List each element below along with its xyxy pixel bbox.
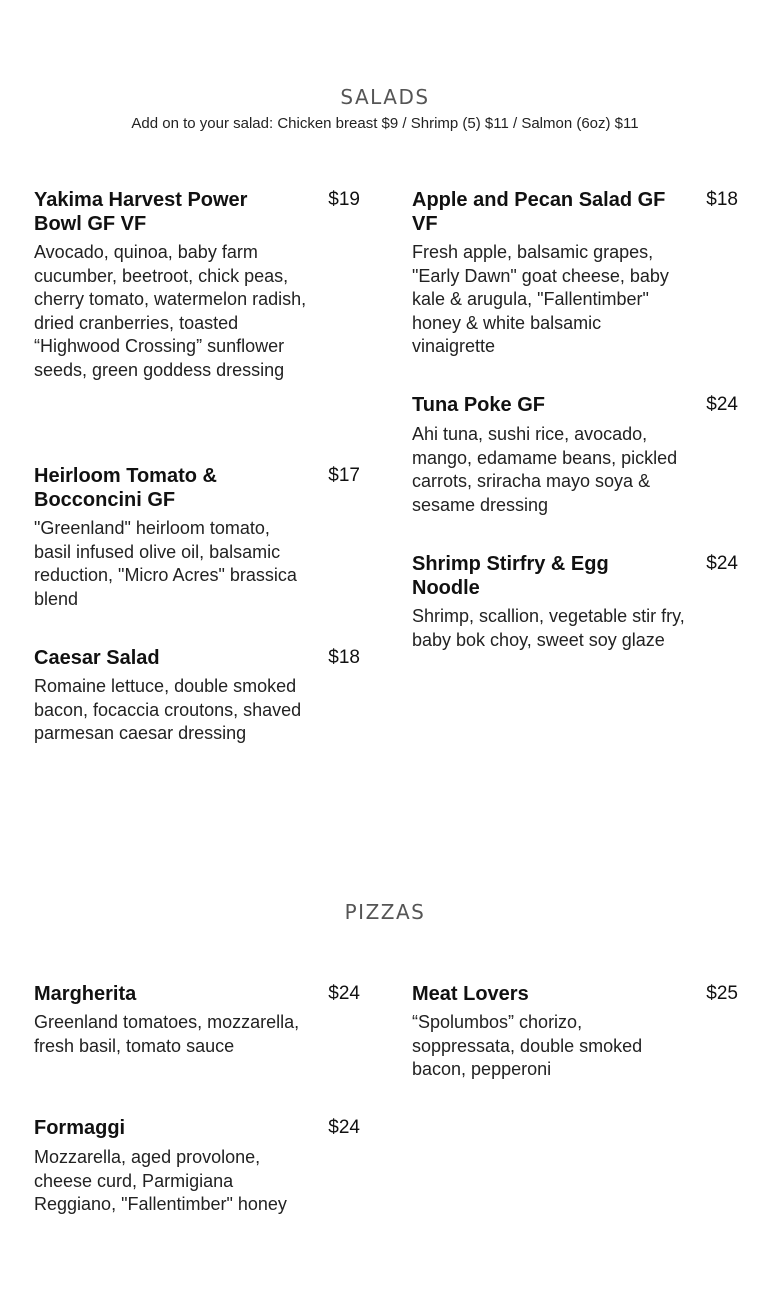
item-description: "Greenland" heirloom tomato, basil infused olive oil, balsamic reduction, "Micro Acres" brassica blend	[34, 518, 297, 609]
salads-heading: SALADS	[340, 85, 430, 109]
item-price: $17	[328, 465, 360, 486]
item-price: $19	[328, 189, 360, 210]
salads-add-on-note: Add on to your salad: Chicken breast $9 / Shrimp (5) $11 / Salmon (6oz) $11	[131, 115, 639, 132]
item-description: Fresh apple, balsamic grapes, "Early Dawn" goat cheese, baby kale & arugula, "Fallentimber" honey & white balsamic vinaigrette	[412, 242, 669, 356]
item-name: Tuna Poke GF	[412, 394, 545, 416]
item-name: Apple and Pecan Salad GF VF	[412, 189, 666, 235]
item-name: Caesar Salad	[34, 647, 160, 669]
item-name: Yakima Harvest Power Bowl GF VF	[34, 189, 248, 235]
item-name: Formaggi	[34, 1117, 126, 1139]
item-description: Mozzarella, aged provolone, cheese curd, Parmigiana Reggiano, "Fallentimber" honey	[34, 1147, 287, 1214]
item-price: $18	[706, 189, 738, 210]
item-name: Meat Lovers	[412, 983, 529, 1005]
item-name: Margherita	[34, 983, 137, 1005]
item-description: Romaine lettuce, double smoked bacon, focaccia croutons, shaved parmesan caesar dressing	[34, 676, 302, 743]
item-description: Shrimp, scallion, vegetable stir fry, baby bok choy, sweet soy glaze	[412, 606, 685, 650]
item-price: $24	[328, 983, 360, 1004]
item-name: Shrimp Stirfry & Egg Noodle	[412, 553, 609, 599]
item-price: $24	[328, 1117, 360, 1138]
item-price: $24	[706, 553, 738, 574]
item-price: $25	[706, 983, 738, 1004]
item-name: Heirloom Tomato & Bocconcini GF	[34, 465, 217, 511]
item-description: Ahi tuna, sushi rice, avocado, mango, edamame beans, pickled carrots, sriracha mayo soya & sesame dressing	[412, 424, 678, 515]
item-price: $18	[328, 647, 360, 668]
item-description: Greenland tomatoes, mozzarella, fresh basil, tomato sauce	[34, 1012, 300, 1056]
item-description: “Spolumbos” chorizo, soppressata, double smoked bacon, pepperoni	[412, 1012, 643, 1079]
item-price: $24	[706, 394, 738, 415]
pizzas-heading: PIZZAS	[344, 900, 426, 924]
item-description: Avocado, quinoa, baby farm cucumber, beetroot, chick peas, cherry tomato, watermelon radish, dried cranberries, toasted “Highwood Crossing” sunflower seeds, green goddess dressing	[34, 242, 307, 380]
